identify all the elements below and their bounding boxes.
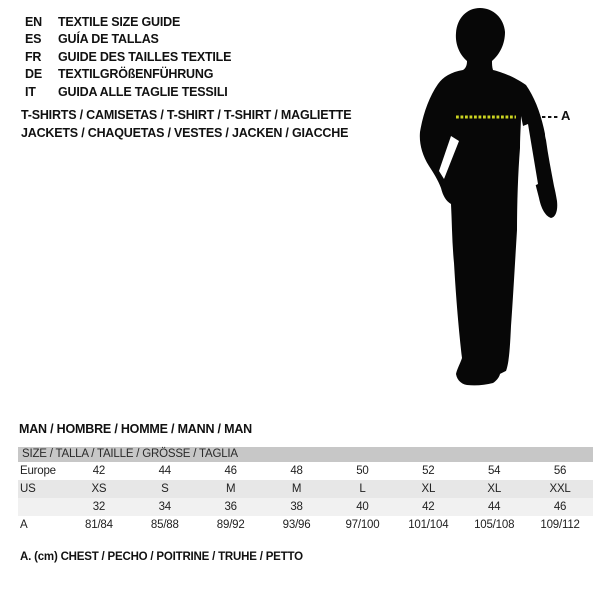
lang-row-de	[25, 66, 231, 84]
size-cell: 85/88	[150, 519, 179, 531]
size-cell: S	[161, 483, 169, 495]
size-cell: XXL	[549, 483, 571, 495]
row-label: A	[20, 519, 28, 531]
size-cell: 93/96	[282, 519, 311, 531]
size-table	[18, 447, 593, 534]
category-line-tshirts: T-SHIRTS / CAMISETAS / T-SHIRT / T-SHIRT / MAGLIETTE	[21, 108, 352, 122]
lang-code: DE	[25, 67, 42, 82]
size-cell: XS	[91, 483, 107, 495]
size-cell: 38	[290, 501, 303, 513]
table-row-chest-a	[18, 516, 593, 534]
size-table-header: SIZE / TALLA / TAILLE / GRÖSSE / TAGLIA	[18, 447, 593, 462]
size-cell: 46	[224, 465, 237, 477]
size-cell: 54	[487, 465, 501, 477]
size-cell: 109/112	[540, 519, 580, 531]
size-cell: 46	[553, 501, 567, 513]
table-row-us	[18, 480, 593, 498]
size-cell: 36	[224, 501, 237, 513]
lang-title: GUÍA DE TALLAS	[58, 32, 159, 47]
size-cell: 50	[356, 465, 369, 477]
category-lines	[21, 106, 351, 142]
measure-a-label: A	[561, 108, 571, 123]
lang-code: FR	[25, 49, 42, 64]
size-cell: 56	[553, 465, 567, 477]
size-cell: 89/92	[216, 519, 245, 531]
size-cell: M	[225, 483, 236, 495]
size-cell: 34	[158, 501, 172, 513]
lang-title: GUIDA ALLE TAGLIE TESSILI	[58, 84, 228, 99]
row-label: US	[20, 483, 36, 495]
size-cell: 42	[92, 465, 106, 477]
lang-title: TEXTILGRÖßENFÜHRUNG	[58, 67, 214, 82]
category-line-jackets: JACKETS / CHAQUETAS / VESTES / JACKEN / GIACCHE	[21, 126, 349, 140]
lang-row-en	[25, 13, 231, 31]
size-cell: 44	[487, 501, 501, 513]
size-cell: 97/100	[345, 519, 380, 531]
man-silhouette	[405, 8, 575, 390]
lang-code: EN	[25, 14, 42, 29]
language-list	[25, 13, 231, 101]
size-cell: 40	[356, 501, 369, 513]
measurement-footnote: A. (cm) CHEST / PECHO / POITRINE / TRUHE / PETTO	[20, 551, 303, 563]
size-cell: 32	[92, 501, 106, 513]
lang-row-it	[25, 83, 231, 101]
size-cell: 48	[290, 465, 303, 477]
size-cell: XL	[487, 483, 502, 495]
size-cell: XL	[421, 483, 436, 495]
size-cell: 42	[422, 501, 435, 513]
table-row-numeric	[18, 498, 593, 516]
size-cell: 44	[158, 465, 172, 477]
size-cell: 81/84	[85, 519, 113, 531]
lang-title: GUIDE DES TAILLES TEXTILE	[58, 49, 232, 64]
size-cell: L	[359, 483, 366, 495]
lang-row-fr	[25, 48, 231, 66]
size-cell: 101/104	[408, 519, 449, 531]
row-label: Europe	[20, 465, 56, 477]
lang-row-es	[25, 31, 231, 49]
lang-title: TEXTILE SIZE GUIDE	[58, 14, 181, 29]
table-row-europe	[18, 462, 593, 480]
lang-code: ES	[25, 32, 42, 47]
size-cell: 105/108	[474, 519, 515, 531]
size-cell: M	[291, 483, 302, 495]
size-cell: 52	[422, 465, 435, 477]
section-title: MAN / HOMBRE / HOMME / MANN / MAN	[19, 422, 252, 436]
lang-code: IT	[25, 84, 36, 99]
